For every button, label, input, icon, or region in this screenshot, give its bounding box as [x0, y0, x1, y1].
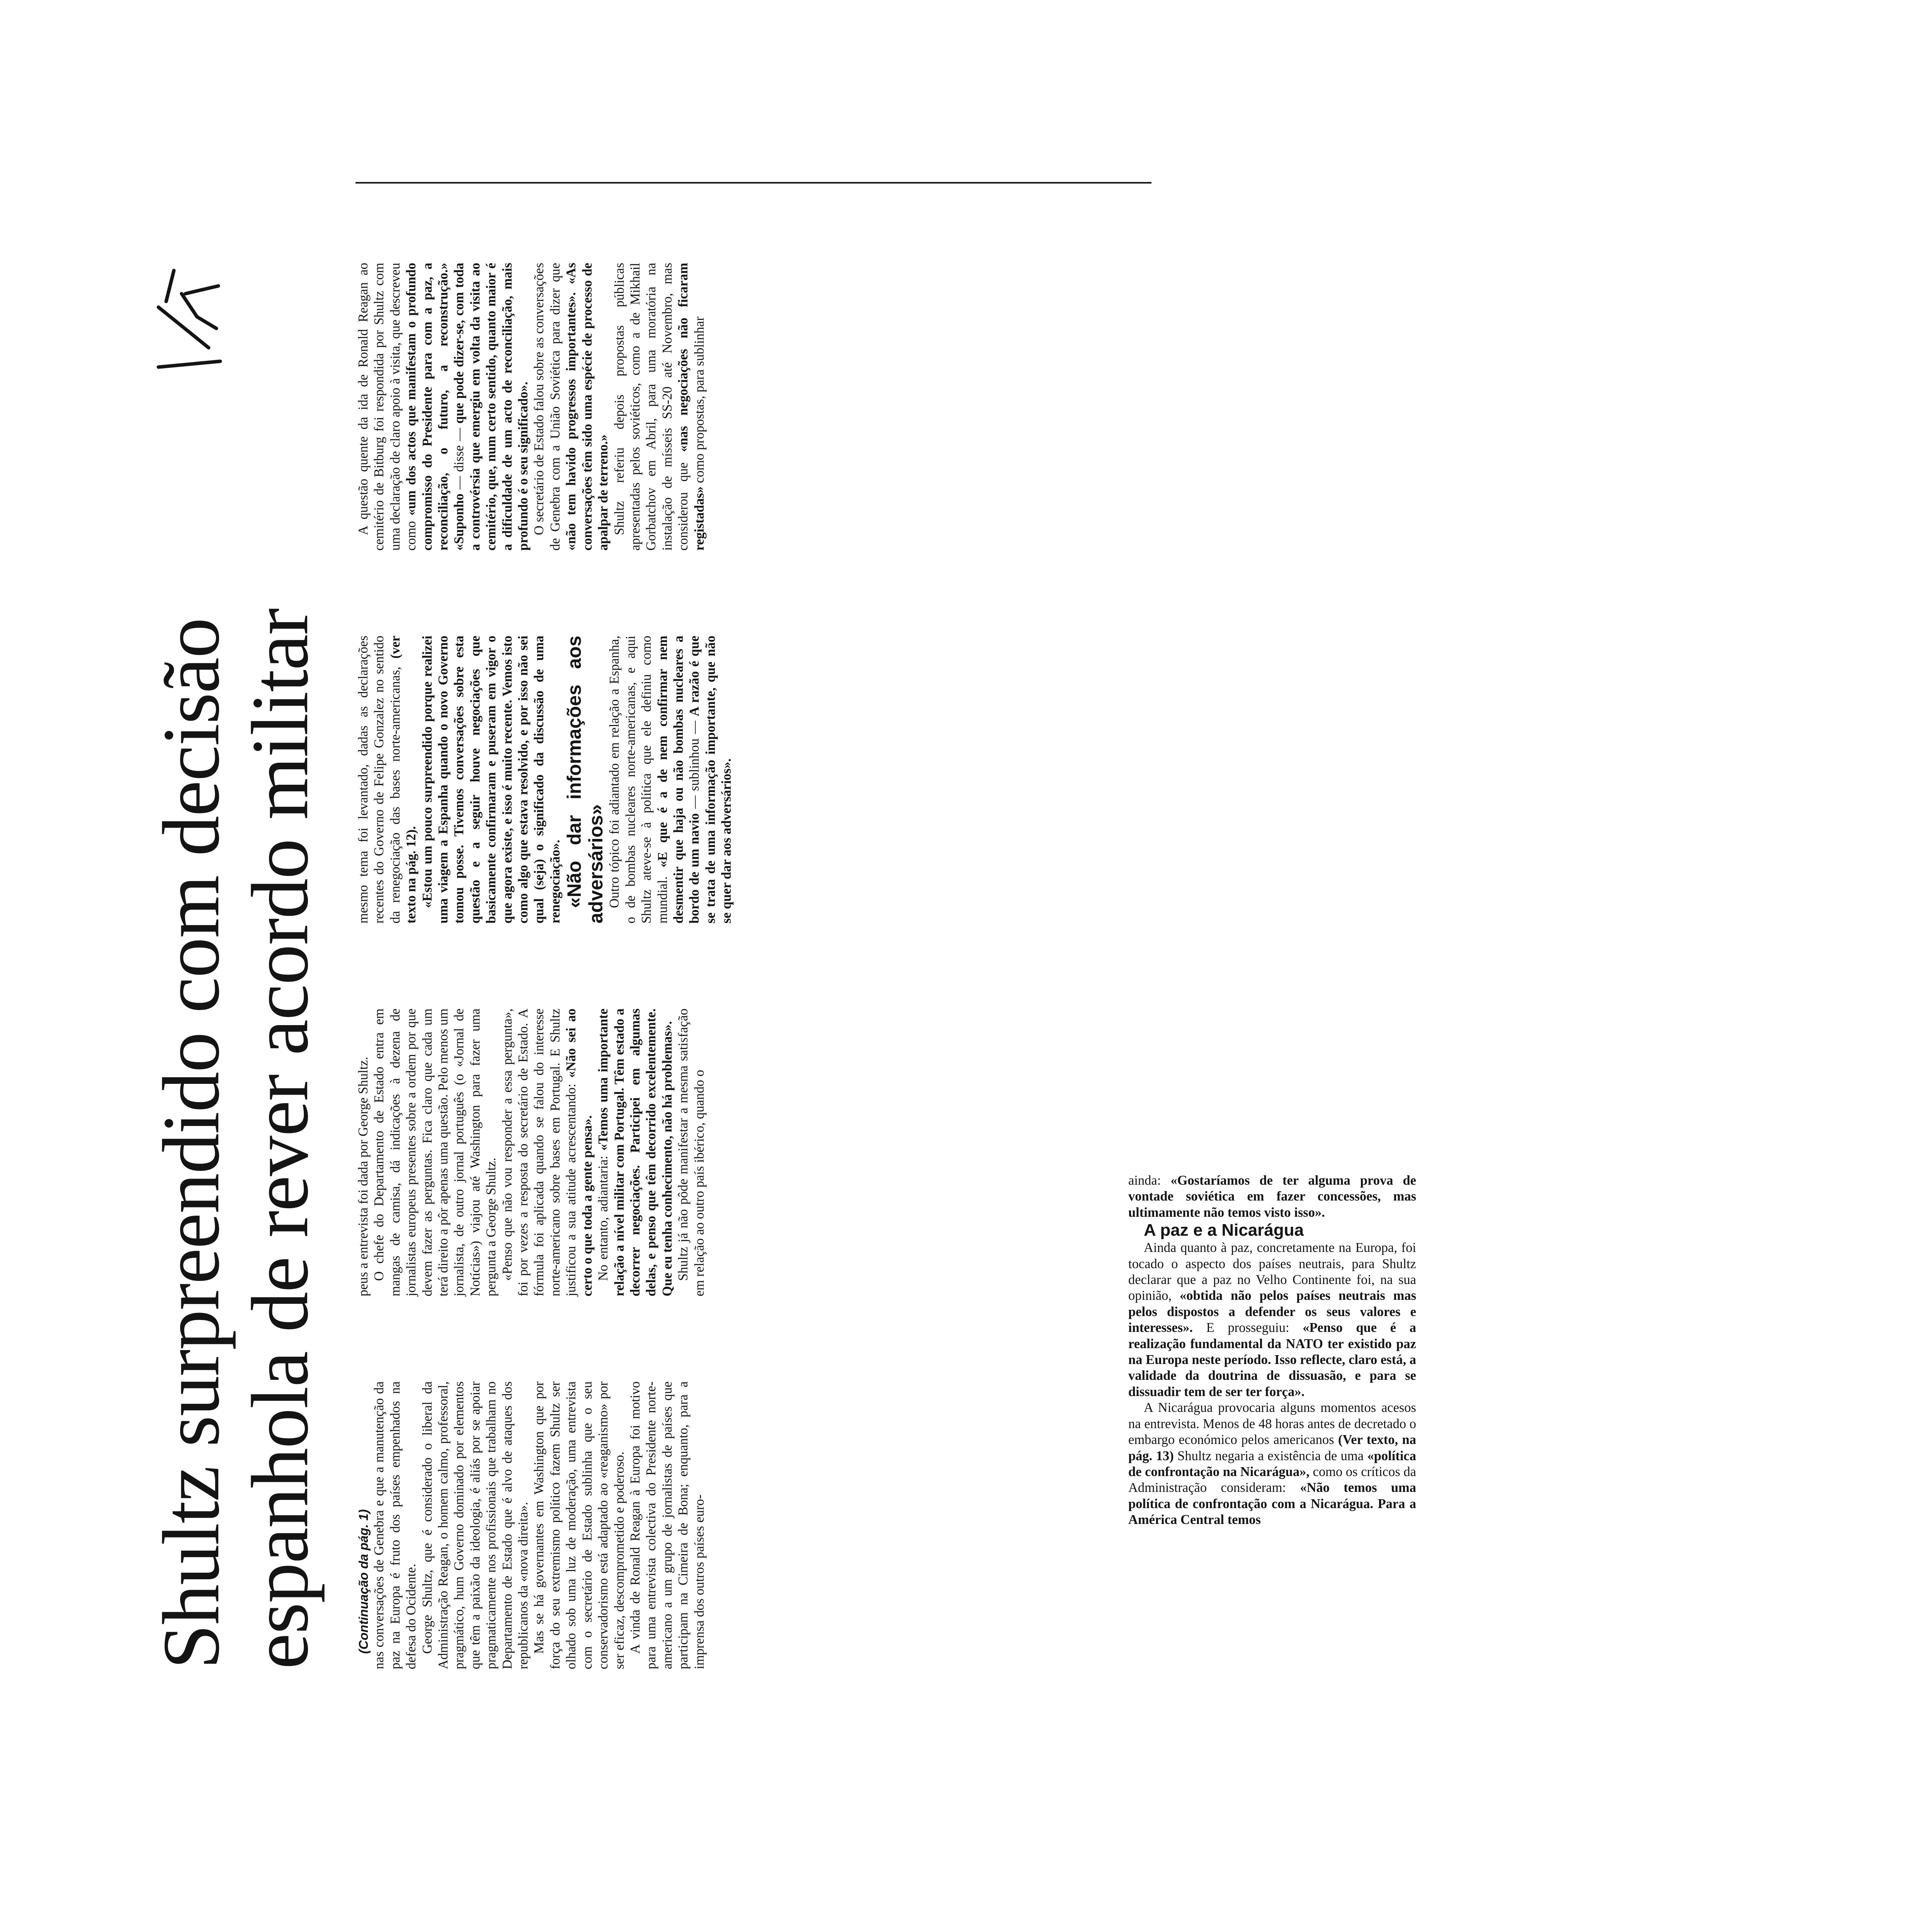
- paragraph: [355, 636, 420, 923]
- quote-bold: «Penso que não vou responder a essa pergunta», foi por vezes a resposta do secretário de Estado. A fórmula foi aplicada quando se falou do interesse norte-americano sobre bases em Portugal. E Shultz justificou a sua atitude acrescentando:: [500, 1009, 579, 1296]
- quote-bold: «Penso que é a realização fundamental da NATO ter existido paz na Europa neste período. Isso reflecte, claro está, a validade da doutrina de dissuasão, e para se dissuadir tem de ser ter força».: [1128, 1320, 1416, 1399]
- quote-bold: «Não temos uma política de confrontação com a Nicarágua. Para a América Central temos: [1128, 1480, 1416, 1527]
- quote-bold: «Suponho: [452, 493, 467, 551]
- paragraph: [500, 1009, 595, 1296]
- text-run: O secretário de Estado falou sobre as conversações de Genebra com a União Soviética para dizer que: [532, 263, 563, 551]
- paragraph: George Shultz, que é considerado o liberal da Administração Reagan, o homem calmo, professoral, pragmático, hum Governo dominado por elementos que têm a paixão da ideologia, é aliás por se apoiar pragmaticamente nos profissionais que trabalham no Departamento de Estado que é alvo de ataques dos republicanos da «nova direita».: [420, 1381, 531, 1669]
- headline: [147, 162, 325, 1669]
- quote-bold: «Temos uma importante relação a nível militar com Portugal. Têm estado a decorrer negociações. Participei em algumas delas, e penso que têm decorrido excelentemente. Que eu tenha conhecimento, não há problemas».: [596, 1009, 675, 1296]
- paragraph: nas conversações de Genebra e que a manutenção da paz na Europa é fruto dos países empenhados na defesa do Ocidente.: [372, 1381, 419, 1669]
- quote-bold: «um dos actos que manifestam o profundo compromisso do Presidente para com a paz, a reconciliação, o futuro, a reconstrução.»: [404, 263, 451, 551]
- paragraph: [1128, 1173, 1416, 1221]
- paragraph: [612, 263, 707, 551]
- paragraph: O chefe do Departamento de Estado entra em mangas de camisa, dá indicações à dezena de jornalistas europeus presentes sobre a ordem por que devem fazer as perguntas. Fica claro que cada um terá direito a pôr apenas uma questão. Pelo menos um jornalista, de outro jornal português (o «Jornal de Notícias») viajou até Washington para fazer uma pergunta a George Shultz.: [372, 1009, 499, 1296]
- headline-line-1: Shultz surpreendido com decisão: [146, 618, 236, 1669]
- paragraph: [531, 263, 611, 551]
- quote-bold: «política de confrontação na Nicarágua»,: [1128, 1448, 1416, 1479]
- quote-bold: «Estou um pouco surpreendido porque realizei uma viagem a Espanha quando o novo Governo tomou posse. Tivemos conversações sobre esta questão e a seguir houve negociações que basicamente confirmaram e puseram em vigor o que agora existe, e isso é muito recente. Vemos isto como algo que estava resolvido, e por isso não sei qual (seja) o significado da discussão de uma renegociação».: [420, 636, 563, 923]
- page-reference: (ver texto na pág. 12).: [388, 636, 419, 923]
- column-rule: [355, 182, 1151, 184]
- text-run: como propostas, para sublinhar: [692, 316, 707, 486]
- paragraph: [607, 636, 735, 923]
- text-run: E prosseguiu:: [1193, 1320, 1303, 1335]
- article-column-5-paragraphs: [1128, 1173, 1416, 1932]
- article-column-2: [355, 1009, 1151, 1296]
- subheading: «Não dar informações aos adversários»: [563, 636, 607, 923]
- quote-bold: «nas negociações não ficaram registadas»: [676, 263, 707, 551]
- quote-bold: «obtida não pelos países neutrais mas pelos dispostos a defender os seus valores e interesses».: [1128, 1288, 1417, 1335]
- column-5-unrotate: [1128, 1173, 1416, 1932]
- text-run: No entanto, adiantaria:: [596, 1150, 611, 1281]
- text-run: Outro tópico foi adiantado em relação a Espanha, o de bombas nucleares norte-americanas, e aqui Shultz ateve-se à política que ele definiu como mundial.: [607, 636, 670, 923]
- paragraph: [595, 1009, 675, 1296]
- quote-bold: que pode dizer-se, com toda a controvérsia que emergiu em volta da visita ao cemitério, que, num certo sentido, quanto maior é a dificuldade de um acto de reconciliação, mais profundo é o seu significado».: [452, 262, 531, 551]
- article-column-4: [355, 263, 1151, 551]
- text-run: A Nicarágua provocaria alguns momentos acesos na entrevista. Menos de 48 horas antes de decretado o embargo económico pelos americanos: [1128, 1400, 1416, 1447]
- continuation-note: (Continuação da pág. 1): [356, 1509, 371, 1654]
- paragraph: Shultz já não pôde manifestar a mesma satisfação em relação ao outro país ibérico, quando o: [676, 1009, 707, 1296]
- text-run: como os críticos da Administração consideram:: [1128, 1464, 1416, 1495]
- headline-line-2: espanhola de rever acordo militar: [235, 609, 325, 1669]
- text-run: ainda:: [1128, 1173, 1171, 1188]
- subheading: A paz e a Nicarágua: [1144, 1221, 1304, 1240]
- text-run: Shultz negaria a existência de uma: [1173, 1448, 1367, 1463]
- text-run: Shultz referiu depois propostas públicas apresentadas pelos soviéticos, como a de Mikhail Gorbatchov em Abril, para uma moratória na instalação de mísseis SS-20 até Novembro, mas considerou que: [612, 263, 691, 551]
- page-reference: (Ver texto, na pág. 13): [1128, 1432, 1416, 1463]
- paragraph: Mas se há governantes em Washington que por força do seu extremismo político fazem Shultz ser olhado sob uma luz de moderação, uma entrevista com o secretário de Estado sublinha que o seu conservadorismo está adaptado ao «reaganismo» por ser eficaz, descomprometido e poderoso.: [532, 1381, 627, 1669]
- text-run: A questão quente da ida de Ronald Reagan ao cemitério de Bitburg foi respondida por Shultz com uma declaração de claro apoio à visita, que descreveu como: [356, 263, 419, 551]
- quote-bold: «Não sei ao certo o que toda a gente pensa».: [564, 1009, 595, 1296]
- text-run: — sublinhou —: [687, 716, 702, 813]
- paragraph: [420, 636, 564, 923]
- newspaper-clipping: [147, 162, 1159, 1669]
- quote-bold: «As conversações têm sido uma espécie de processo de apalpar de terreno.»: [564, 263, 611, 551]
- text-run: Ainda quanto à paz, concretamente na Europa, foi tocado o aspecto dos países neutrais, para Shultz declarar que a paz no Velho Continente foi, na sua opinião,: [1128, 1240, 1416, 1303]
- quote-bold: «não tem havido progressos importantes».: [564, 292, 579, 551]
- article-column-3: [355, 636, 1151, 923]
- paragraph: peus a entrevista foi dada por George Shultz.: [356, 1056, 371, 1296]
- text-run: mesmo tema foi levantado, dadas as declarações recentes do Governo de Felipe Gonzalez no sentido da renegociação das bases norte-americanas,: [356, 636, 403, 923]
- quote-bold: A razão é que se trata de uma informação importante, que não se quer dar aos adversários».: [687, 636, 734, 923]
- paragraph: A vinda de Ronald Reagan à Europa foi motivo para uma entrevista colectiva do Presidente norte-americano a um grupo de jornalistas de países que participam na Cimeira de Bona; enquanto, para a imprensa dos outros países euro-: [628, 1381, 707, 1669]
- article-column-1: [355, 1381, 1151, 1669]
- handwritten-annotation: [151, 259, 224, 375]
- paragraph: [1128, 1400, 1416, 1528]
- article-column-5-content: [1128, 665, 1417, 1527]
- quote-bold: «Gostaríamos de ter alguma prova de vontade soviética em fazer concessões, mas ultimamente não temos visto isso».: [1128, 1173, 1416, 1220]
- paragraph: [355, 263, 531, 551]
- paragraph: [1128, 1240, 1416, 1400]
- text-run: — disse —: [452, 423, 467, 494]
- quote-bold: «E que é a de nem confirmar nem desmentir que haja ou não bombas nucleares a bordo de um navio: [655, 636, 702, 923]
